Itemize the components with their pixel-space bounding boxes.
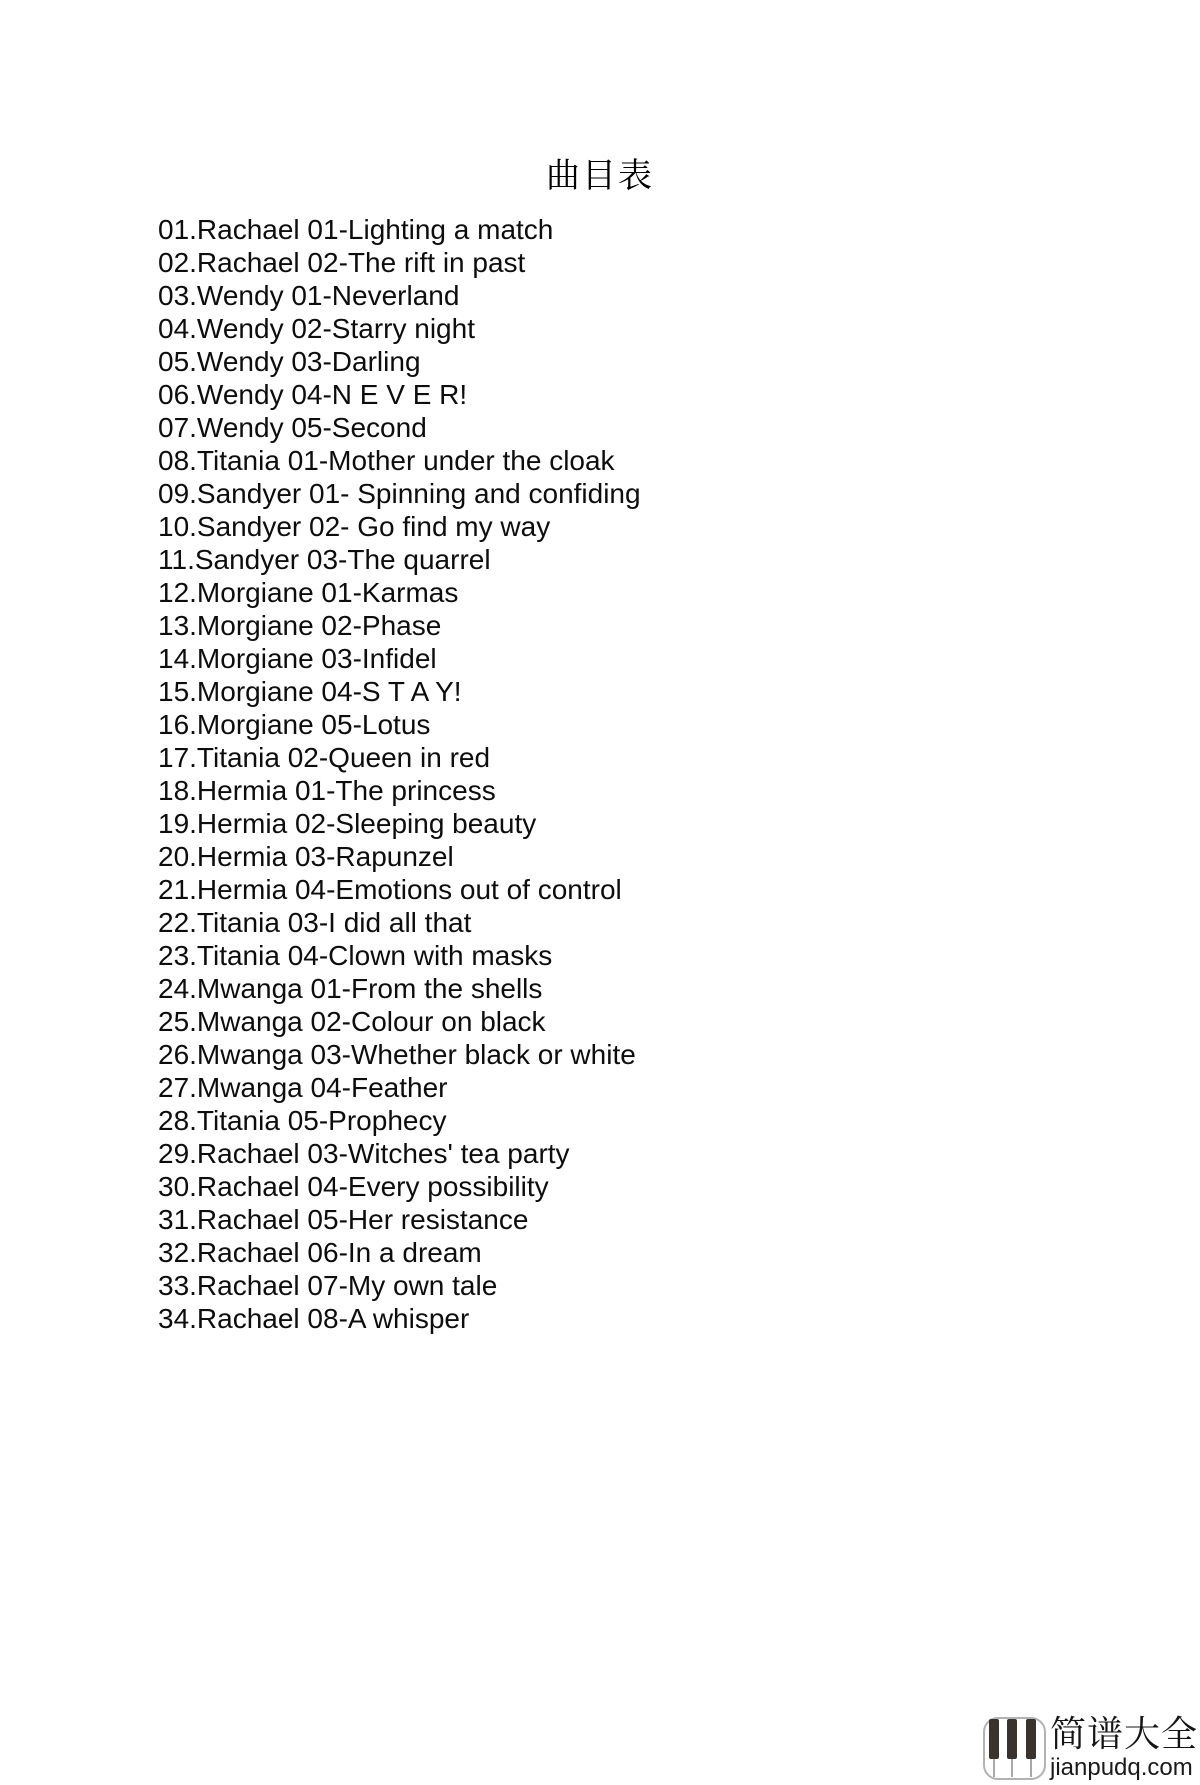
watermark-site-name: 简谱大全	[1049, 1713, 1198, 1754]
list-item: 05.Wendy 03-Darling	[158, 346, 421, 377]
list-item: 34.Rachael 08-A whisper	[158, 1303, 470, 1334]
list-item: 23.Titania 04-Clown with masks	[158, 940, 553, 971]
list-item: 11.Sandyer 03-The quarrel	[158, 544, 491, 575]
list-item: 10.Sandyer 02- Go find my way	[158, 511, 551, 542]
list-item: 01.Rachael 01-Lighting a match	[158, 214, 554, 245]
list-item: 20.Hermia 03-Rapunzel	[158, 841, 454, 872]
list-item: 16.Morgiane 05-Lotus	[158, 709, 431, 740]
list-item: 06.Wendy 04-N E V E R!	[158, 379, 468, 410]
list-item: 18.Hermia 01-The princess	[158, 775, 496, 806]
list-item: 21.Hermia 04-Emotions out of control	[158, 874, 622, 905]
list-item: 08.Titania 01-Mother under the cloak	[158, 445, 615, 476]
track-list	[158, 213, 641, 1335]
list-item: 19.Hermia 02-Sleeping beauty	[158, 808, 537, 839]
list-item: 27.Mwanga 04-Feather	[158, 1072, 448, 1103]
list-item: 31.Rachael 05-Her resistance	[158, 1204, 529, 1235]
list-item: 04.Wendy 02-Starry night	[158, 313, 475, 344]
list-item: 26.Mwanga 03-Whether black or white	[158, 1039, 636, 1070]
list-item: 25.Mwanga 02-Colour on black	[158, 1006, 546, 1037]
list-item: 32.Rachael 06-In a dream	[158, 1237, 482, 1268]
list-item: 02.Rachael 02-The rift in past	[158, 247, 526, 278]
list-item: 15.Morgiane 04-S T A Y!	[158, 676, 462, 707]
list-item: 14.Morgiane 03-Infidel	[158, 643, 437, 674]
list-item: 22.Titania 03-I did all that	[158, 907, 472, 938]
watermark	[983, 1713, 1198, 1781]
list-item: 28.Titania 05-Prophecy	[158, 1105, 447, 1136]
piano-keys-icon	[983, 1717, 1046, 1780]
watermark-site-url: jianpudq.com	[1049, 1754, 1193, 1781]
list-item: 30.Rachael 04-Every possibility	[158, 1171, 549, 1202]
list-item: 09.Sandyer 01- Spinning and confiding	[158, 478, 641, 509]
list-item: 29.Rachael 03-Witches' tea party	[158, 1138, 570, 1169]
watermark-text	[1049, 1713, 1198, 1781]
list-item: 12.Morgiane 01-Karmas	[158, 577, 459, 608]
list-item: 33.Rachael 07-My own tale	[158, 1270, 498, 1301]
list-item: 13.Morgiane 02-Phase	[158, 610, 442, 641]
list-item: 07.Wendy 05-Second	[158, 412, 427, 443]
page-title: 曲目表	[546, 158, 654, 195]
list-item: 03.Wendy 01-Neverland	[158, 280, 460, 311]
list-item: 24.Mwanga 01-From the shells	[158, 973, 543, 1004]
list-item: 17.Titania 02-Queen in red	[158, 742, 491, 773]
